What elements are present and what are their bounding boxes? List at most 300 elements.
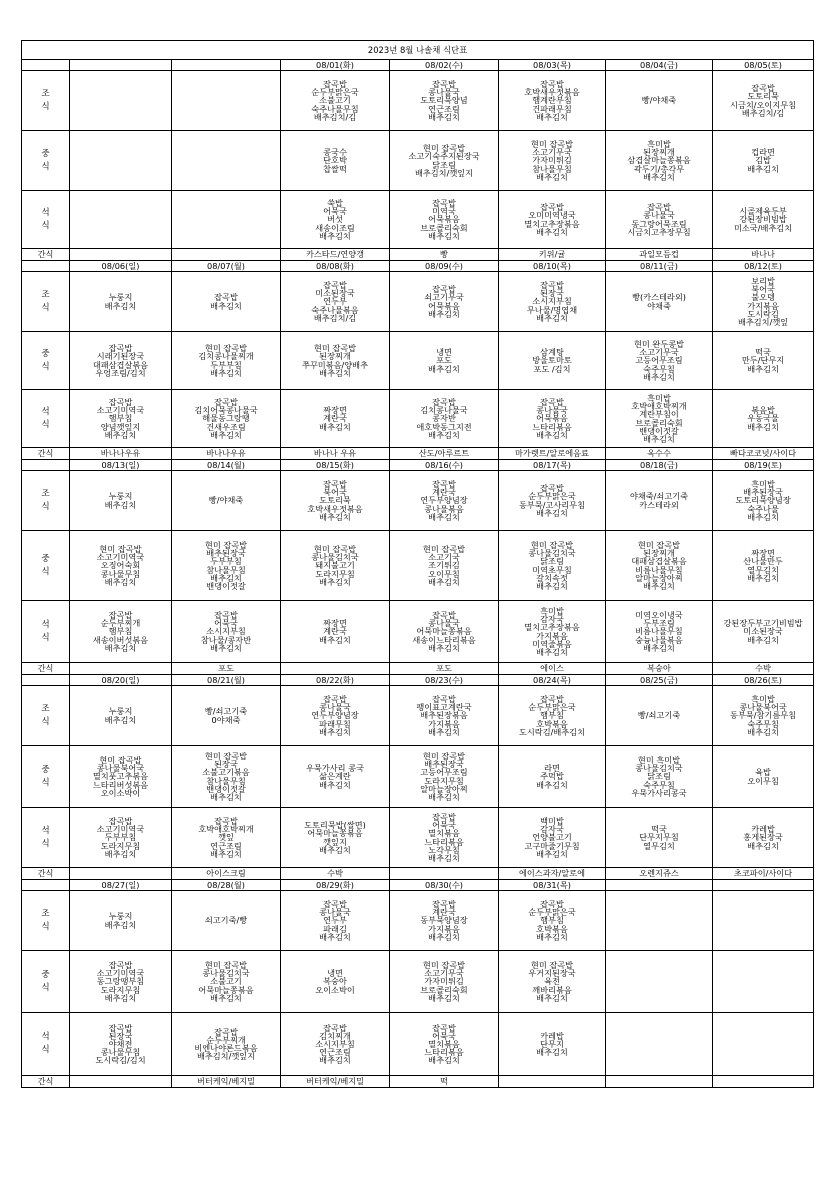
menu-item: 햄계란부침	[532, 96, 572, 105]
menu-item: 숙주무침	[643, 780, 675, 789]
lunch-menu-cell	[172, 746, 281, 808]
menu-item: 김치어묵콩나물국	[194, 406, 258, 415]
dinner-menu-cell	[606, 1013, 713, 1076]
menu-item: 가지볶음	[428, 719, 460, 728]
snack-cell: 포도	[172, 663, 281, 675]
dinner-menu-cell	[499, 808, 606, 868]
menu-item: 배추김치	[319, 577, 351, 586]
breakfast-menu-cell	[499, 272, 606, 332]
menu-item: 카스테라외	[639, 500, 679, 509]
menu-item: 참나물/콩자반	[200, 635, 252, 644]
lunch-menu-cell	[606, 951, 713, 1013]
menu-item: 배추김치	[747, 422, 779, 431]
lunch-label	[22, 332, 70, 390]
lunch-menu-cell	[172, 531, 281, 601]
menu-item: 잡곡밥	[540, 281, 564, 290]
dinner-menu-cell	[390, 191, 499, 249]
menu-item: 배추김치	[536, 780, 568, 789]
menu-item: 누룽지	[108, 492, 133, 501]
menu-item: 어묵마늘쫑볶음	[416, 627, 472, 636]
menu-item: 연근조림	[428, 104, 460, 113]
menu-item: 감자국	[540, 615, 564, 624]
menu-item: 북어국	[323, 488, 347, 497]
menu-item: 미소된장국	[743, 627, 783, 636]
menu-item: 콩나물국	[319, 908, 351, 917]
menu-item: 배추김치	[428, 577, 460, 586]
label-char: 조	[41, 289, 50, 300]
breakfast-menu-cell	[390, 686, 499, 746]
label-char: 식	[41, 419, 50, 430]
menu-item: 가지볶음	[536, 631, 568, 640]
menu-item: 잡곡밥	[432, 80, 456, 89]
menu-item: 배추김치	[536, 227, 568, 236]
menu-item: 배추김치	[747, 164, 779, 173]
menu-item: 도라지무침	[100, 841, 141, 850]
menu-item: 배추김치	[747, 635, 779, 644]
menu-item: 잡곡밥	[108, 344, 133, 353]
menu-item: 콩나물무침	[100, 569, 141, 578]
menu-item: 어묵마늘쫑볶음	[307, 829, 363, 838]
snack-cell	[713, 1076, 814, 1088]
menu-item: 라면	[544, 764, 560, 773]
menu-item: 숭늉나물볶음	[635, 635, 683, 644]
menu-item: 배추김치	[104, 430, 137, 439]
date-header	[70, 60, 172, 71]
dinner-menu-cell	[172, 390, 281, 448]
menu-item: 소시지부침	[206, 627, 246, 636]
menu-item: 현미 흑미밥	[637, 756, 681, 765]
menu-item: 계란국	[432, 488, 456, 497]
lunch-menu-cell	[606, 332, 713, 390]
menu-item: 배추김치	[210, 573, 242, 582]
menu-item: 호박애호박찌개	[631, 402, 687, 411]
dinner-menu-cell	[70, 390, 172, 448]
date-header: 08/19(토)	[713, 460, 814, 471]
menu-item: 열무김치	[643, 841, 675, 850]
menu-item: 도토리묵	[747, 92, 779, 101]
dinner-menu-cell	[499, 601, 606, 663]
menu-item: 곽두기/총각무	[633, 164, 685, 173]
menu-item: 무나물/명엽채	[526, 305, 578, 314]
menu-item: 잡곡밥	[647, 203, 671, 212]
menu-item: 배추김치	[104, 643, 137, 652]
menu-item: 누룽지	[108, 912, 133, 921]
menu-item: 야채죽/쇠고기죽	[629, 492, 689, 501]
menu-item: 소고기미역국	[96, 553, 145, 562]
menu-item: 삼계탕	[540, 348, 564, 357]
menu-item: 잡곡밥	[540, 900, 564, 909]
dinner-label	[22, 191, 70, 249]
lunch-menu-cell	[713, 531, 814, 601]
menu-item: 잡곡밥	[323, 281, 347, 290]
breakfast-menu-cell	[606, 891, 713, 951]
menu-item: 쇠고기죽/빵	[204, 916, 248, 925]
snack-label: 간식	[22, 663, 70, 675]
menu-item: 잡곡밥	[214, 293, 238, 302]
dinner-label	[22, 601, 70, 663]
menu-item: 미역초무침	[532, 565, 572, 574]
menu-item: 잡곡밥	[214, 1027, 238, 1036]
menu-item: 현미 잡곡밥	[530, 140, 574, 149]
week-date-row	[22, 460, 814, 471]
menu-item: 현미 잡곡밥	[530, 541, 574, 550]
menu-item: 배추김치	[428, 112, 460, 121]
lunch-menu-cell	[499, 951, 606, 1013]
menu-item: 배추된장국	[424, 760, 464, 769]
breakfast-label	[22, 891, 70, 951]
menu-item: 두부부침	[104, 833, 137, 842]
menu-item: 배추김치	[428, 932, 460, 941]
menu-item: 빵/야채죽	[641, 96, 677, 105]
date-header: 08/16(수)	[390, 460, 499, 471]
date-header: 08/23(수)	[390, 675, 499, 686]
menu-item: 현미 잡곡밥	[204, 344, 248, 353]
dinner-menu-cell	[390, 601, 499, 663]
menu-item: 미역줄볶음	[532, 639, 572, 648]
snack-label: 간식	[22, 249, 70, 261]
date-header: 08/20(일)	[70, 675, 172, 686]
menu-item: 콩나물김치국	[311, 553, 359, 562]
label-char: 조	[41, 703, 50, 714]
menu-item: 잡곡밥	[108, 1023, 133, 1032]
menu-item: 콩나물국	[536, 406, 568, 415]
snack-cell: 빵	[390, 249, 499, 261]
menu-item: 돼지불고기	[315, 561, 355, 570]
menu-item: 어묵볶음	[428, 215, 460, 224]
lunch-menu-cell	[70, 531, 172, 601]
snack-label: 간식	[22, 448, 70, 460]
date-corner	[22, 60, 70, 71]
menu-item: 배추김치	[536, 508, 568, 517]
menu-item: 비름나물무침	[635, 627, 683, 636]
date-header: 08/12(토)	[713, 261, 814, 272]
menu-item: 불오뎅	[751, 293, 775, 302]
menu-item: 멸치고추장볶음	[524, 219, 580, 228]
menu-item: 배추김치	[319, 231, 351, 240]
label-char: 중	[41, 553, 50, 564]
lunch-row	[22, 951, 814, 1013]
menu-item: 깨바리볶음	[532, 985, 572, 994]
menu-item: 우동국물	[747, 414, 779, 423]
menu-item: 잡곡밥	[540, 203, 564, 212]
dinner-row	[22, 1013, 814, 1076]
menu-item: 계란부침이	[639, 410, 679, 419]
snack-cell: 떡	[390, 1076, 499, 1088]
menu-item: 배추김치	[104, 577, 137, 586]
snack-cell: 에이스과자/알로에	[499, 868, 606, 880]
date-corner	[22, 880, 70, 891]
menu-item: 시래기된장국	[96, 352, 145, 361]
menu-item: 현미 잡곡밥	[422, 545, 466, 554]
menu-item: 콩나물김치국	[202, 969, 250, 978]
breakfast-row	[22, 471, 814, 531]
lunch-menu-cell	[499, 746, 606, 808]
menu-item: 호박새우젓볶음	[524, 88, 580, 97]
menu-item: 잡곡밥	[540, 80, 564, 89]
menu-item: 소불고기	[210, 977, 242, 986]
menu-item: 만두/단무지	[741, 356, 785, 365]
lunch-menu-cell	[172, 131, 281, 191]
snack-cell: 카스타드/연양갱	[281, 249, 390, 261]
breakfast-label	[22, 71, 70, 131]
date-header: 08/28(월)	[172, 880, 281, 891]
snack-cell	[606, 1076, 713, 1088]
lunch-row	[22, 531, 814, 601]
menu-item: 0야채죽	[211, 715, 241, 724]
menu-item: 닭조림	[647, 772, 671, 781]
breakfast-menu-cell	[281, 71, 390, 131]
week-date-row	[22, 675, 814, 686]
menu-item: 배추김치	[428, 364, 460, 373]
menu-item: 잡곡밥	[214, 611, 238, 620]
snack-cell: 아이스크림	[172, 868, 281, 880]
date-header: 08/27(일)	[70, 880, 172, 891]
menu-item: 배추김치	[319, 845, 351, 854]
menu-item: 배추김치	[643, 372, 675, 381]
menu-item: 가자미튀김	[424, 977, 464, 986]
menu-item: 버섯	[327, 215, 343, 224]
menu-item: 햄부침	[108, 414, 133, 423]
menu-item: 배추김치	[536, 313, 568, 322]
menu-item: 포도 /김치	[533, 364, 571, 373]
dinner-menu-cell	[281, 808, 390, 868]
menu-item: 시금치/오이지무침	[730, 100, 797, 109]
breakfast-menu-cell	[70, 471, 172, 531]
menu-item: 잡곡밥	[323, 80, 347, 89]
menu-item: 잡곡밥	[432, 611, 456, 620]
label-char: 식	[41, 220, 50, 231]
dinner-menu-cell	[606, 601, 713, 663]
menu-item: 도시락김/배추김치	[518, 727, 586, 736]
label-char: 식	[41, 101, 50, 112]
menu-item: 배추김치	[747, 727, 779, 736]
menu-item: 배추김치	[319, 780, 351, 789]
date-corner	[22, 675, 70, 686]
menu-item: 배추김치	[428, 993, 460, 1002]
lunch-menu-cell	[713, 131, 814, 191]
dinner-menu-cell	[499, 1013, 606, 1076]
menu-item: 현미 잡곡밥	[99, 756, 142, 765]
menu-item: 배추김치	[747, 512, 779, 521]
menu-item: 깻잎	[218, 833, 234, 842]
menu-item: 연두부	[323, 297, 347, 306]
menu-item: 쇠고기무국	[424, 293, 464, 302]
menu-item: 동부묵양념장	[420, 916, 468, 925]
date-header: 08/10(목)	[499, 261, 606, 272]
snack-cell: 키위/귤	[499, 249, 606, 261]
menu-item: 콩나물볶음	[424, 504, 464, 513]
snack-cell: 수박	[713, 663, 814, 675]
label-char: 식	[41, 1045, 50, 1055]
breakfast-menu-cell	[713, 891, 814, 951]
menu-item: 두부부침	[210, 557, 242, 566]
dinner-menu-cell	[172, 1013, 281, 1076]
menu-item: 된장찌개	[319, 352, 351, 361]
breakfast-menu-cell	[390, 71, 499, 131]
menu-item: 배추김치	[643, 581, 675, 590]
date-header: 08/05(토)	[713, 60, 814, 71]
menu-item: 짜장면	[323, 406, 347, 415]
menu-item: 강된장두부고기비빔밥	[723, 619, 803, 628]
snack-cell	[281, 663, 390, 675]
menu-item: 동그랑땡부침	[96, 977, 145, 986]
menu-item: 소고기숙주지된장국	[408, 152, 480, 161]
menu-item: 누룽지	[108, 293, 133, 302]
lunch-menu-cell	[606, 746, 713, 808]
date-header: 08/17(목)	[499, 460, 606, 471]
menu-item: 현미 잡곡밥	[422, 961, 466, 970]
breakfast-menu-cell	[713, 471, 814, 531]
menu-item: 잡곡밥	[432, 199, 456, 208]
snack-cell: 바나나우유	[70, 448, 172, 460]
snack-cell: 포도	[390, 663, 499, 675]
breakfast-menu-cell	[70, 686, 172, 746]
label-char: 석	[41, 825, 50, 836]
menu-item: 계란국	[323, 627, 347, 636]
menu-item: 소고기무국	[532, 148, 572, 157]
date-header: 08/09(수)	[390, 261, 499, 272]
label-char: 식	[41, 921, 50, 932]
breakfast-menu-cell	[172, 686, 281, 746]
lunch-menu-cell	[390, 332, 499, 390]
menu-item: 멸치고추장볶음	[524, 623, 580, 632]
breakfast-menu-cell	[281, 471, 390, 531]
menu-item: 육전	[544, 977, 560, 986]
label-char: 중	[41, 348, 50, 359]
menu-item: 배추김치	[536, 993, 568, 1002]
menu-item: 비름나물무침	[635, 565, 683, 574]
menu-item: 도라지무침	[100, 985, 141, 994]
breakfast-menu-cell	[172, 71, 281, 131]
menu-item: 냉면	[327, 969, 343, 978]
menu-item: 어묵마늘쫑볶음	[198, 985, 254, 994]
menu-item: 배추김치	[104, 500, 137, 509]
menu-item: 숙주나물무침	[311, 104, 359, 113]
date-header: 08/25(금)	[606, 675, 713, 686]
menu-item: 동부묵/참기름무침	[730, 711, 797, 720]
snack-cell: 바나나우유	[172, 448, 281, 460]
menu-item: 멸치풋고추볶음	[92, 772, 149, 781]
menu-item: 빵/쇠고기죽	[637, 711, 681, 720]
snack-cell	[70, 868, 172, 880]
dinner-row	[22, 191, 814, 249]
menu-item: 잡곡밥	[432, 695, 456, 704]
menu-item: 현미 잡곡밥	[313, 545, 357, 554]
menu-item: 어묵국	[432, 821, 456, 830]
menu-item: 오미미역냉국	[528, 211, 576, 220]
menu-item: 오이소박이	[100, 788, 141, 797]
breakfast-menu-cell	[606, 71, 713, 131]
dinner-menu-cell	[606, 808, 713, 868]
lunch-menu-cell	[606, 131, 713, 191]
menu-item: 잡곡밥	[214, 398, 238, 407]
dinner-menu-cell	[70, 808, 172, 868]
menu-item: 소고기국	[428, 553, 460, 562]
lunch-row	[22, 332, 814, 390]
snack-row	[22, 663, 814, 675]
snack-cell: 수박	[281, 868, 390, 880]
menu-item: 어묵국	[323, 207, 347, 216]
menu-item: 배추김치	[210, 849, 242, 858]
menu-item: 배추김치	[428, 309, 460, 318]
menu-item: 잡곡밥	[432, 480, 456, 489]
breakfast-row	[22, 272, 814, 332]
menu-item: 현미 잡곡밥	[530, 961, 574, 970]
menu-item: 연두부	[323, 916, 347, 925]
menu-item: 된장국	[108, 1031, 133, 1040]
week-date-row	[22, 60, 814, 71]
menu-item: 미역국	[432, 207, 456, 216]
menu-item: 배추김치	[536, 430, 568, 439]
breakfast-menu-cell	[172, 891, 281, 951]
dinner-menu-cell	[713, 1013, 814, 1076]
menu-item: 도토리묵양념장	[735, 496, 791, 505]
date-header: 08/21(월)	[172, 675, 281, 686]
snack-cell	[172, 249, 281, 261]
snack-cell: 옥수수	[606, 448, 713, 460]
menu-item: 잡곡밥	[323, 900, 347, 909]
label-char: 식	[41, 982, 50, 993]
dinner-menu-cell	[713, 191, 814, 249]
menu-item: 오이무침	[747, 776, 779, 785]
menu-item: 숙주무침	[643, 364, 675, 373]
menu-item: 된장국	[214, 760, 238, 769]
menu-item: 소고기무국	[639, 348, 679, 357]
menu-item: 배추김치/김	[313, 112, 357, 121]
menu-item: 냉면	[436, 348, 452, 357]
menu-item: 배추김치	[643, 434, 675, 443]
lunch-menu-cell	[713, 332, 814, 390]
breakfast-menu-cell	[70, 891, 172, 951]
menu-item: 새송이느타리볶음	[412, 635, 476, 644]
label-char: 식	[41, 302, 50, 313]
menu-item: 콩나물국	[319, 703, 351, 712]
breakfast-menu-cell	[499, 71, 606, 131]
menu-item: 배추김치	[428, 512, 460, 521]
menu-item: 브로콜리숙회	[635, 418, 683, 427]
meal-plan-table	[21, 40, 814, 1088]
menu-item: 김치콩나물찌개	[198, 352, 254, 361]
dinner-menu-cell	[606, 191, 713, 249]
menu-item: 흑미밥	[751, 480, 775, 489]
dinner-menu-cell	[713, 601, 814, 663]
dinner-menu-cell	[390, 390, 499, 448]
menu-item: 연두부양념장	[311, 711, 359, 720]
menu-item: 참나물무침	[206, 565, 246, 574]
week-date-row	[22, 261, 814, 272]
menu-item: 배추김치/깻잎지	[414, 168, 474, 177]
lunch-row	[22, 746, 814, 808]
menu-item: 배추김치	[319, 1056, 351, 1065]
label-char: 석	[41, 207, 50, 218]
menu-item: 가지볶음	[428, 924, 460, 933]
menu-item: 순두부찌개	[206, 1035, 246, 1044]
menu-item: 배추김치	[319, 512, 351, 521]
menu-item: 가자미튀김	[532, 156, 572, 165]
date-header: 08/07(월)	[172, 261, 281, 272]
menu-item: 소시지부침	[315, 1039, 355, 1049]
label-char: 중	[41, 969, 50, 980]
lunch-menu-cell	[281, 951, 390, 1013]
menu-item: 홍게된장국	[743, 833, 783, 842]
menu-item: 도시락김/김치	[95, 1056, 146, 1065]
snack-cell: 바나나	[713, 249, 814, 261]
menu-item: 도라지무침	[424, 776, 464, 785]
date-header: 08/26(토)	[713, 675, 814, 686]
menu-item: 대패삼겹살볶음	[92, 360, 149, 369]
menu-item: 참나물무침	[206, 776, 246, 785]
menu-item: 어묵볶음	[536, 414, 568, 423]
